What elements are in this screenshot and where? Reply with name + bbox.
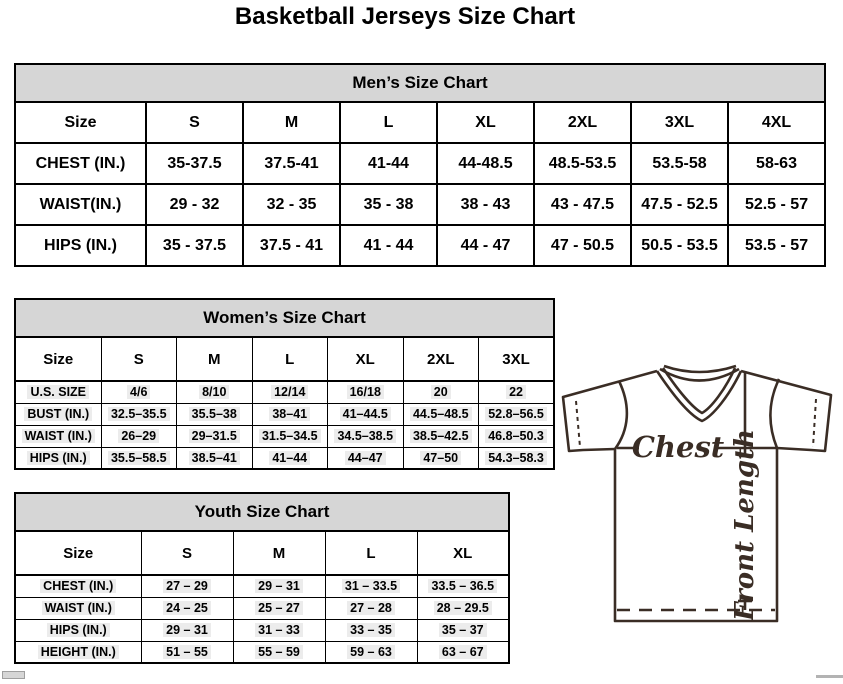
youth-row-label: HIPS (IN.)	[47, 623, 110, 637]
youth-value-cell: 31 – 33	[255, 623, 303, 637]
mens-value-cell: 38 - 43	[437, 184, 534, 225]
scrollbar-fragment-bottom-right	[816, 675, 843, 678]
womens-row-label: WAIST (IN.)	[22, 429, 95, 443]
youth-value-cell: 51 – 55	[163, 645, 211, 659]
youth-measurement-row	[15, 641, 509, 663]
jersey-left-armhole-seam	[615, 381, 627, 449]
mens-value-cell: 37.5-41	[243, 143, 340, 184]
mens-value-cell: 44 - 47	[437, 225, 534, 266]
womens-row-label: HIPS (IN.)	[27, 451, 90, 465]
womens-column-header: L	[252, 337, 328, 381]
youth-value-cell: 29 – 31	[163, 623, 211, 637]
womens-measurement-row	[15, 403, 554, 425]
mens-value-cell: 50.5 - 53.5	[631, 225, 728, 266]
youth-column-header: Size	[15, 531, 141, 575]
womens-value-cell: 8/10	[199, 385, 229, 399]
youth-measurement-row	[15, 575, 509, 597]
womens-value-cell: 47–50	[420, 451, 461, 465]
youth-value-cell: 35 – 37	[439, 623, 487, 637]
womens-value-cell: 31.5–34.5	[259, 429, 321, 443]
mens-value-cell: 35 - 37.5	[146, 225, 243, 266]
mens-column-header: XL	[437, 102, 534, 143]
womens-value-cell: 12/14	[271, 385, 308, 399]
womens-value-cell: 41–44.5	[340, 407, 391, 421]
mens-column-header: L	[340, 102, 437, 143]
womens-value-cell: 38–41	[269, 407, 310, 421]
youth-row-label: WAIST (IN.)	[42, 601, 115, 615]
mens-value-cell: 32 - 35	[243, 184, 340, 225]
womens-value-cell: 35.5–58.5	[108, 451, 170, 465]
mens-column-header: Size	[15, 102, 146, 143]
womens-measurement-row	[15, 381, 554, 403]
mens-value-cell: 29 - 32	[146, 184, 243, 225]
front-length-label: Front Length	[730, 429, 760, 621]
mens-column-header: 3XL	[631, 102, 728, 143]
womens-value-cell: 41–44	[269, 451, 310, 465]
mens-size-chart-table	[14, 63, 826, 267]
womens-value-cell: 46.8–50.3	[485, 429, 547, 443]
jersey-diagram-svg	[553, 358, 843, 679]
youth-size-chart-table	[14, 492, 510, 664]
mens-measurement-row	[15, 143, 825, 184]
youth-column-header: L	[325, 531, 417, 575]
mens-chart-title: Men’s Size Chart	[15, 64, 825, 102]
mens-value-cell: 35-37.5	[146, 143, 243, 184]
womens-column-header: Size	[15, 337, 101, 381]
youth-column-header: XL	[417, 531, 509, 575]
womens-column-header: S	[101, 337, 177, 381]
womens-column-header: XL	[328, 337, 404, 381]
youth-value-cell: 33 – 35	[347, 623, 395, 637]
mens-value-cell: 52.5 - 57	[728, 184, 825, 225]
womens-value-cell: 38.5–42.5	[410, 429, 472, 443]
womens-chart-title: Women’s Size Chart	[15, 299, 554, 337]
jersey-collar-top-arc	[664, 366, 736, 372]
mens-value-cell: 53.5 - 57	[728, 225, 825, 266]
mens-column-header: 4XL	[728, 102, 825, 143]
youth-row-label: HEIGHT (IN.)	[38, 645, 119, 659]
mens-row-label: HIPS (IN.)	[15, 225, 146, 266]
mens-measurement-row	[15, 225, 825, 266]
youth-value-cell: 63 – 67	[439, 645, 487, 659]
womens-value-cell: 26–29	[118, 429, 159, 443]
mens-value-cell: 58-63	[728, 143, 825, 184]
womens-value-cell: 44.5–48.5	[410, 407, 472, 421]
scrollbar-fragment-bottom-left	[2, 671, 25, 679]
youth-row-label: CHEST (IN.)	[40, 579, 116, 593]
jersey-measurement-diagram	[553, 358, 843, 679]
mens-value-cell: 43 - 47.5	[534, 184, 631, 225]
womens-value-cell: 22	[506, 385, 526, 399]
mens-value-cell: 47 - 50.5	[534, 225, 631, 266]
womens-value-cell: 20	[431, 385, 451, 399]
youth-chart-title: Youth Size Chart	[15, 493, 509, 531]
youth-value-cell: 29 – 31	[255, 579, 303, 593]
youth-value-cell: 33.5 – 36.5	[428, 579, 497, 593]
womens-measurement-row	[15, 447, 554, 469]
youth-value-cell: 27 – 28	[347, 601, 395, 615]
jersey-right-armhole-seam	[771, 379, 780, 448]
womens-value-cell: 54.3–58.3	[485, 451, 547, 465]
youth-value-cell: 55 – 59	[255, 645, 303, 659]
womens-column-header: 2XL	[403, 337, 479, 381]
youth-measurement-row	[15, 619, 509, 641]
youth-measurement-row	[15, 597, 509, 619]
mens-value-cell: 53.5-58	[631, 143, 728, 184]
womens-value-cell: 32.5–35.5	[108, 407, 170, 421]
mens-value-cell: 47.5 - 52.5	[631, 184, 728, 225]
womens-value-cell: 16/18	[347, 385, 384, 399]
youth-value-cell: 31 – 33.5	[342, 579, 400, 593]
womens-value-cell: 4/6	[127, 385, 150, 399]
youth-value-cell: 27 – 29	[163, 579, 211, 593]
youth-value-cell: 24 – 25	[163, 601, 211, 615]
youth-value-cell: 25 – 27	[255, 601, 303, 615]
chest-label: Chest	[631, 430, 725, 464]
youth-column-header: S	[141, 531, 233, 575]
mens-value-cell: 48.5-53.5	[534, 143, 631, 184]
jersey-right-cuff-stitch-line	[813, 399, 816, 447]
mens-column-header: M	[243, 102, 340, 143]
mens-row-label: CHEST (IN.)	[15, 143, 146, 184]
womens-value-cell: 35.5–38	[189, 407, 240, 421]
womens-column-header: M	[177, 337, 253, 381]
mens-value-cell: 44-48.5	[437, 143, 534, 184]
mens-column-header: 2XL	[534, 102, 631, 143]
womens-column-header: 3XL	[479, 337, 555, 381]
jersey-left-cuff-stitch-line	[576, 401, 580, 447]
womens-value-cell: 44–47	[345, 451, 386, 465]
mens-value-cell: 41-44	[340, 143, 437, 184]
mens-row-label: WAIST(IN.)	[15, 184, 146, 225]
womens-value-cell: 38.5–41	[189, 451, 240, 465]
youth-value-cell: 59 – 63	[347, 645, 395, 659]
mens-value-cell: 35 - 38	[340, 184, 437, 225]
womens-row-label: U.S. SIZE	[27, 385, 89, 399]
mens-value-cell: 41 - 44	[340, 225, 437, 266]
mens-value-cell: 37.5 - 41	[243, 225, 340, 266]
page-title: Basketball Jerseys Size Chart	[234, 3, 576, 30]
womens-value-cell: 34.5–38.5	[334, 429, 396, 443]
womens-measurement-row	[15, 425, 554, 447]
womens-size-chart-table	[14, 298, 555, 470]
youth-column-header: M	[233, 531, 325, 575]
womens-value-cell: 29–31.5	[189, 429, 240, 443]
mens-column-header: S	[146, 102, 243, 143]
womens-row-label: BUST (IN.)	[24, 407, 92, 421]
womens-value-cell: 52.8–56.5	[485, 407, 547, 421]
youth-value-cell: 28 – 29.5	[434, 601, 492, 615]
mens-measurement-row	[15, 184, 825, 225]
